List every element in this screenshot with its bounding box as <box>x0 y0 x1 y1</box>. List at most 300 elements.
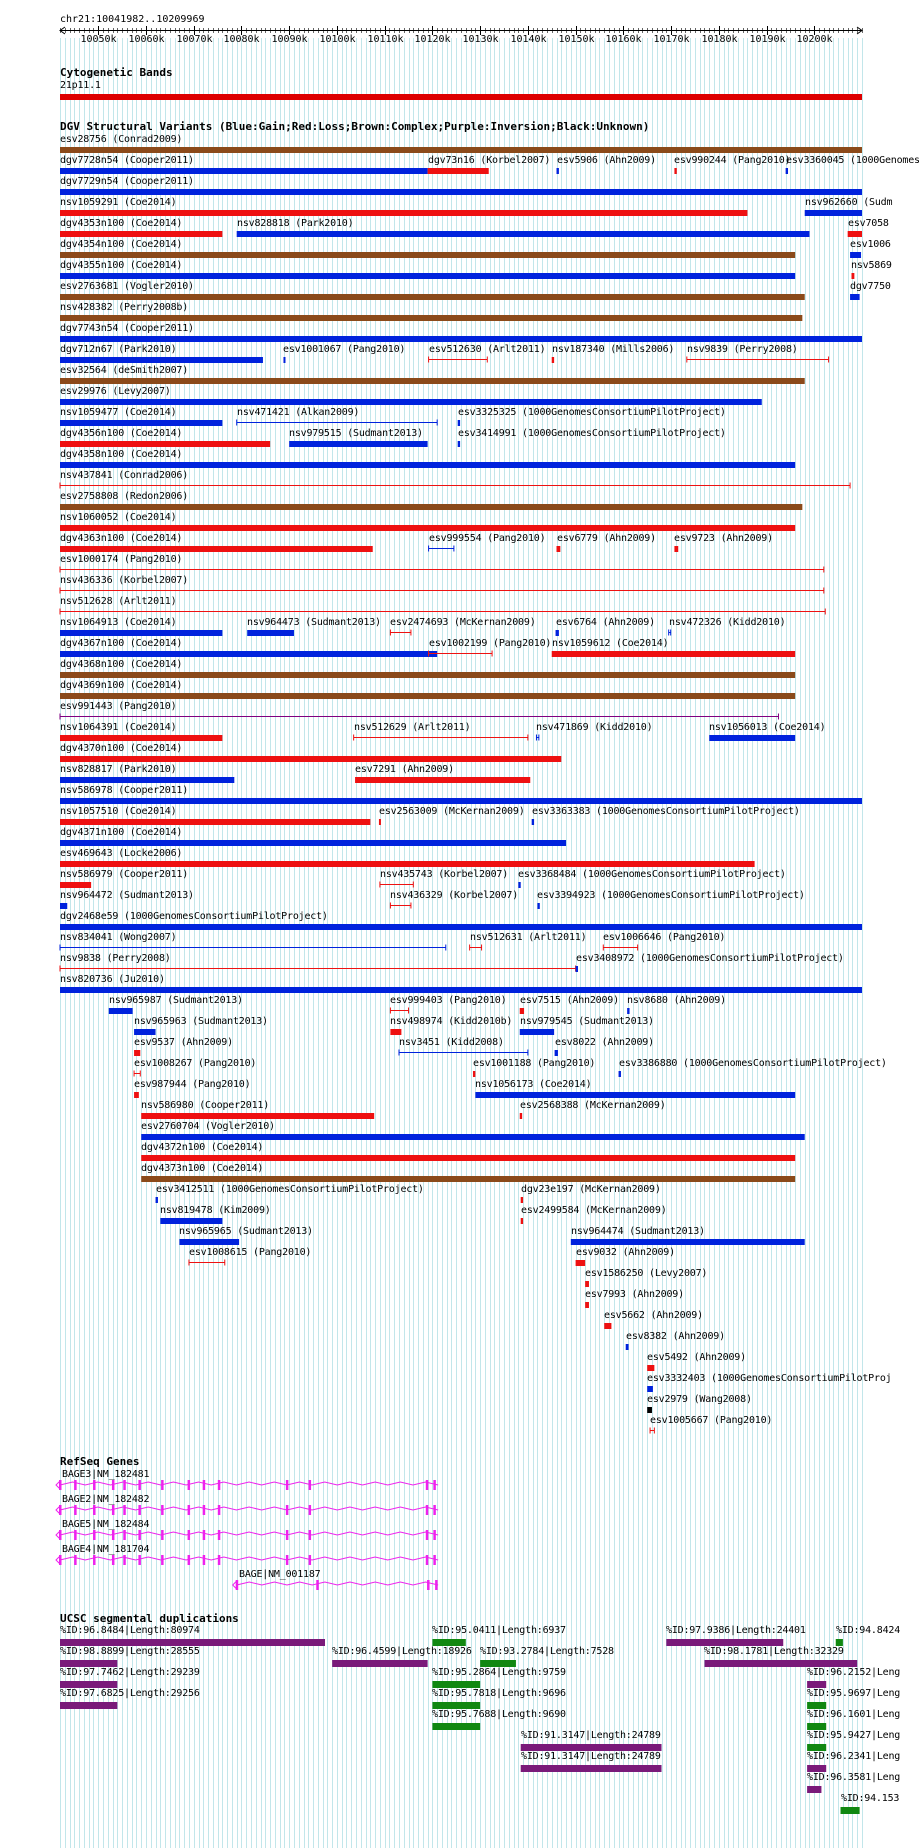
dgv-feature-label[interactable]: dgv7729n54 (Cooper2011) <box>60 176 194 187</box>
dgv-feature-label[interactable]: nsv5869 <box>851 260 892 271</box>
dgv-feature-bar <box>552 357 554 363</box>
dgv-feature-label[interactable]: dgv4356n100 (Coe2014) <box>60 428 183 439</box>
refseq-exon <box>138 1530 141 1540</box>
ruler-tick-label: 10190k <box>749 34 786 45</box>
dgv-feature-label[interactable]: esv3368484 (1000GenomesConsortiumPilotProject) <box>518 869 786 880</box>
refseq-exon <box>93 1555 96 1565</box>
dgv-feature-label[interactable]: esv7515 (Ahn2009) <box>520 995 619 1006</box>
dgv-feature-label[interactable]: nsv965987 (Sudmant2013) <box>109 995 243 1006</box>
dgv-feature-label[interactable]: nsv1059291 (Coe2014) <box>60 197 177 208</box>
coordinate-range: chr21:10041982..10209969 <box>60 14 205 25</box>
dgv-feature-bar <box>60 756 561 762</box>
segdup-feature-bar <box>521 1765 662 1772</box>
dgv-feature-label[interactable]: nsv187340 (Mills2006) <box>552 344 675 355</box>
dgv-feature-label[interactable]: esv3325325 (1000GenomesConsortiumPilotProject) <box>458 407 726 418</box>
dgv-feature-label[interactable]: dgv4368n100 (Coe2014) <box>60 659 183 670</box>
refseq-track-title[interactable]: RefSeq Genes <box>60 1455 140 1468</box>
refseq-exon <box>188 1555 191 1565</box>
segdup-feature-label[interactable]: %ID:95.0411|Length:6937 <box>432 1625 566 1636</box>
dgv-feature-label[interactable]: esv9537 (Ahn2009) <box>134 1037 233 1048</box>
dgv-feature-label[interactable]: dgv4363n100 (Coe2014) <box>60 533 183 544</box>
segdup-feature-label[interactable]: %ID:95.7688|Length:9690 <box>432 1709 566 1720</box>
refseq-gene-label[interactable]: BAGE4|NM_181704 <box>62 1544 150 1555</box>
dgv-feature-bar <box>60 294 805 300</box>
dgv-feature-bar <box>60 735 222 741</box>
dgv-feature-bar <box>537 903 539 909</box>
dgv-feature-bar <box>109 1008 133 1014</box>
dgv-feature-label[interactable]: nsv828818 (Park2010) <box>237 218 354 229</box>
dgv-feature-bar <box>160 1218 222 1224</box>
dgv-feature-label[interactable]: nsv471869 (Kidd2010) <box>536 722 653 733</box>
dgv-feature-label[interactable]: esv469643 (Locke2006) <box>60 848 183 859</box>
segdup-feature-label[interactable]: %ID:96.2341|Leng <box>807 1751 901 1762</box>
dgv-feature-bar <box>60 924 862 930</box>
segdup-feature-label[interactable]: %ID:95.2864|Length:9759 <box>432 1667 566 1678</box>
dgv-feature-label[interactable]: nsv435743 (Korbel2007) <box>380 869 509 880</box>
dgv-feature-bar <box>379 819 381 825</box>
dgv-feature-bar <box>60 315 802 321</box>
dgv-feature-label[interactable]: esv1006646 (Pang2010) <box>603 932 726 943</box>
dgv-feature-label[interactable]: esv9032 (Ahn2009) <box>576 1247 675 1258</box>
refseq-exon <box>426 1480 429 1490</box>
dgv-feature-label[interactable]: nsv512629 (Arlt2011) <box>354 722 471 733</box>
dgv-feature-label[interactable]: esv1006 <box>850 239 891 250</box>
refseq-gene-label[interactable]: BAGE5|NM_182484 <box>62 1519 150 1530</box>
refseq-gene-label[interactable]: BAGE3|NM_182481 <box>62 1469 150 1480</box>
dgv-feature-bar <box>283 357 285 363</box>
dgv-feature-label[interactable]: nsv471421 (Alkan2009) <box>237 407 360 418</box>
dgv-feature-label[interactable]: nsv437841 (Conrad2006) <box>60 470 189 481</box>
refseq-exon <box>112 1480 115 1490</box>
dgv-feature-label[interactable]: nsv979545 (Sudmant2013) <box>520 1016 654 1027</box>
dgv-feature-bar <box>585 1302 589 1308</box>
dgv-feature-label[interactable]: nsv9838 (Perry2008) <box>60 953 171 964</box>
segdup-feature-label[interactable]: %ID:98.1781|Length:32329 <box>704 1646 844 1657</box>
refseq-exon <box>433 1480 436 1490</box>
segdup-feature-label[interactable]: %ID:96.8484|Length:80974 <box>60 1625 200 1636</box>
segdup-feature-label[interactable]: %ID:94.153 <box>841 1793 900 1804</box>
dgv-feature-label[interactable]: nsv964473 (Sudmant2013) <box>247 617 381 628</box>
dgv-feature-label[interactable]: nsv1064913 (Coe2014) <box>60 617 177 628</box>
refseq-exon <box>123 1530 126 1540</box>
ruler-tick-label: 10080k <box>223 34 260 45</box>
refseq-exon <box>161 1480 164 1490</box>
dgv-feature-bar <box>60 231 222 237</box>
refseq-gene-label[interactable]: BAGE|NM_001187 <box>239 1569 321 1580</box>
dgv-feature-label[interactable]: nsv436329 (Korbel2007) <box>390 890 519 901</box>
segdup-feature-label[interactable]: %ID:97.6825|Length:29256 <box>60 1688 200 1699</box>
dgv-feature-label[interactable]: nsv586979 (Cooper2011) <box>60 869 189 880</box>
dgv-feature-label[interactable]: dgv4369n100 (Coe2014) <box>60 680 183 691</box>
dgv-feature-label[interactable]: esv999554 (Pang2010) <box>429 533 546 544</box>
dgv-feature-label[interactable]: esv2760704 (Vogler2010) <box>141 1121 275 1132</box>
dgv-feature-label[interactable]: dgv4373n100 (Coe2014) <box>141 1163 264 1174</box>
dgv-feature-label[interactable]: esv991443 (Pang2010) <box>60 701 177 712</box>
ruler-tick-label: 10180k <box>701 34 738 45</box>
dgv-feature-bar <box>555 1050 558 1056</box>
dgv-feature-label[interactable]: nsv498974 (Kidd2010b) <box>390 1016 513 1027</box>
dgv-feature-label[interactable]: esv2499584 (McKernan2009) <box>521 1205 667 1216</box>
dgv-feature-label[interactable]: nsv1057510 (Coe2014) <box>60 806 177 817</box>
refseq-exon <box>316 1580 319 1590</box>
dgv-feature-label[interactable]: esv3412511 (1000GenomesConsortiumPilotProject) <box>156 1184 424 1195</box>
dgv-feature-bar <box>156 1197 158 1203</box>
dgv-feature-label[interactable]: esv6779 (Ahn2009) <box>557 533 656 544</box>
refseq-exon <box>93 1530 96 1540</box>
segdup-feature-label[interactable]: %ID:94.8424 <box>836 1625 901 1636</box>
segdup-feature-bar <box>807 1723 826 1730</box>
refseq-intron <box>237 1582 438 1585</box>
segdup-feature-bar <box>807 1681 826 1688</box>
dgv-feature-label[interactable]: esv2758808 (Redon2006) <box>60 491 189 502</box>
dgv-feature-bar <box>141 1176 795 1182</box>
ruler-tick-label: 10150k <box>558 34 595 45</box>
ruler-tick-label: 10160k <box>605 34 642 45</box>
dgv-feature-bar <box>60 987 862 993</box>
refseq-exon <box>218 1480 221 1490</box>
segdup-feature-bar <box>807 1702 826 1709</box>
dgv-feature-label[interactable]: esv3394923 (1000GenomesConsortiumPilotProject) <box>537 890 805 901</box>
refseq-exon <box>138 1505 141 1515</box>
dgv-feature-bar <box>60 252 795 258</box>
refseq-exon <box>309 1480 312 1490</box>
dgv-feature-label[interactable]: esv28756 (Conrad2009) <box>60 134 183 145</box>
dgv-feature-bar <box>674 546 678 552</box>
dgv-feature-label[interactable]: nsv512631 (Arlt2011) <box>470 932 587 943</box>
dgv-feature-label[interactable]: esv3363383 (1000GenomesConsortiumPilotProject) <box>532 806 800 817</box>
dgv-feature-label[interactable]: dgv7750 <box>850 281 891 292</box>
refseq-exon <box>433 1505 436 1515</box>
refseq-exon <box>188 1505 191 1515</box>
dgv-feature-bar <box>557 168 559 174</box>
dgv-feature-label[interactable]: esv2563009 (McKernan2009) <box>379 806 525 817</box>
dgv-feature-label[interactable]: esv5492 (Ahn2009) <box>647 1352 746 1363</box>
dgv-feature-label[interactable]: esv5906 (Ahn2009) <box>557 155 656 166</box>
dgv-feature-label[interactable]: nsv834041 (Wong2007) <box>60 932 177 943</box>
ruler-tick-label: 10130k <box>462 34 499 45</box>
segdup-feature-label[interactable]: %ID:98.8899|Length:28555 <box>60 1646 200 1657</box>
segdup-feature-bar <box>841 1807 860 1814</box>
ruler-tick-label: 10170k <box>653 34 690 45</box>
dgv-feature-label[interactable]: dgv4355n100 (Coe2014) <box>60 260 183 271</box>
refseq-exon <box>161 1505 164 1515</box>
dgv-feature-label[interactable]: nsv3451 (Kidd2008) <box>399 1037 504 1048</box>
dgv-feature-label[interactable]: nsv1060052 (Coe2014) <box>60 512 177 523</box>
dgv-feature-bar <box>473 1071 475 1077</box>
dgv-feature-bar <box>60 777 234 783</box>
dgv-feature-bar <box>60 693 795 699</box>
segdup-feature-bar <box>432 1639 465 1646</box>
segdup-feature-bar <box>432 1723 480 1730</box>
segdup-feature-label[interactable]: %ID:93.2784|Length:7528 <box>480 1646 614 1657</box>
dgv-feature-bar <box>850 252 861 258</box>
dgv-feature-label[interactable]: esv2763681 (Vogler2010) <box>60 281 194 292</box>
dgv-feature-bar <box>141 1155 795 1161</box>
dgv-feature-label[interactable]: esv1000174 (Pang2010) <box>60 554 183 565</box>
segdup-feature-bar <box>807 1786 821 1793</box>
dgv-feature-bar <box>60 147 862 153</box>
dgv-feature-bar <box>237 231 810 237</box>
dgv-feature-bar <box>556 630 559 636</box>
dgv-feature-label[interactable]: esv1002199 (Pang2010) <box>429 638 552 649</box>
segdup-feature-label[interactable]: %ID:96.1601|Leng <box>807 1709 901 1720</box>
segdup-track-title[interactable]: UCSC segmental duplications <box>60 1612 239 1625</box>
dgv-feature-bar <box>805 210 862 216</box>
dgv-feature-bar <box>552 651 795 657</box>
dgv-feature-label[interactable]: nsv586980 (Cooper2011) <box>141 1100 270 1111</box>
dgv-feature-label[interactable]: esv987944 (Pang2010) <box>134 1079 251 1090</box>
segdup-feature-bar <box>807 1765 826 1772</box>
ruler-tick-label: 10110k <box>367 34 404 45</box>
dgv-feature-bar <box>60 399 762 405</box>
dgv-feature-label[interactable]: esv6764 (Ahn2009) <box>556 617 655 628</box>
segdup-feature-bar <box>480 1660 516 1667</box>
dgv-feature-label[interactable]: nsv979515 (Sudmant2013) <box>289 428 423 439</box>
dgv-feature-bar <box>647 1365 654 1371</box>
refseq-exon <box>112 1555 115 1565</box>
segdup-feature-label[interactable]: %ID:96.4599|Length:18926 <box>332 1646 472 1657</box>
segdup-feature-label[interactable]: %ID:97.7462|Length:29239 <box>60 1667 200 1678</box>
dgv-feature-bar <box>60 168 428 174</box>
segdup-feature-bar <box>521 1744 662 1751</box>
dgv-feature-bar <box>289 441 427 447</box>
dgv-feature-label[interactable]: esv32564 (deSmith2007) <box>60 365 189 376</box>
dgv-feature-label[interactable]: esv1008615 (Pang2010) <box>189 1247 312 1258</box>
dgv-feature-bar <box>60 798 862 804</box>
dgv-feature-bar <box>475 1092 795 1098</box>
segdup-feature-label[interactable]: %ID:96.3581|Leng <box>807 1772 901 1783</box>
dgv-feature-label[interactable]: nsv819478 (Kim2009) <box>160 1205 271 1216</box>
dgv-feature-label[interactable]: nsv964474 (Sudmant2013) <box>571 1226 705 1237</box>
dgv-feature-label[interactable]: nsv472326 (Kidd2010) <box>669 617 786 628</box>
dgv-feature-label[interactable]: nsv1059477 (Coe2014) <box>60 407 177 418</box>
dgv-feature-label[interactable]: esv3332403 (1000GenomesConsortiumPilotProj <box>647 1373 892 1384</box>
dgv-feature-label[interactable]: dgv73n16 (Korbel2007) <box>428 155 551 166</box>
dgv-feature-label[interactable]: nsv8680 (Ahn2009) <box>627 995 726 1006</box>
dgv-feature-bar <box>521 1218 523 1224</box>
segdup-feature-label[interactable]: %ID:95.9427|Leng <box>807 1730 901 1741</box>
refseq-exon <box>309 1530 312 1540</box>
segdup-feature-bar <box>60 1681 117 1688</box>
dgv-feature-bar <box>60 525 795 531</box>
dgv-feature-label[interactable]: esv999403 (Pang2010) <box>390 995 507 1006</box>
dgv-feature-bar <box>576 966 578 972</box>
segdup-feature-label[interactable]: %ID:96.2152|Leng <box>807 1667 901 1678</box>
dgv-feature-bar <box>604 1323 611 1329</box>
segdup-feature-bar <box>807 1744 826 1751</box>
dgv-feature-bar <box>179 1239 239 1245</box>
refseq-exon <box>286 1555 289 1565</box>
refseq-intron <box>60 1507 438 1510</box>
refseq-intron <box>60 1532 438 1535</box>
dgv-feature-label[interactable]: esv29976 (Levy2007) <box>60 386 171 397</box>
segdup-feature-bar <box>432 1702 480 1709</box>
dgv-feature-label[interactable]: esv3386880 (1000GenomesConsortiumPilotProject) <box>619 1058 887 1069</box>
dgv-feature-label[interactable]: nsv965965 (Sudmant2013) <box>179 1226 313 1237</box>
dgv-feature-label[interactable]: nsv964472 (Sudmant2013) <box>60 890 194 901</box>
dgv-feature-label[interactable]: dgv4353n100 (Coe2014) <box>60 218 183 229</box>
dgv-feature-label[interactable]: nsv965963 (Sudmant2013) <box>134 1016 268 1027</box>
dgv-feature-bar <box>60 462 795 468</box>
dgv-feature-bar <box>60 210 747 216</box>
dgv-feature-label[interactable]: nsv428382 (Perry2008b) <box>60 302 189 313</box>
dgv-feature-bar <box>60 546 373 552</box>
dgv-feature-label[interactable]: nsv9839 (Perry2008) <box>687 344 798 355</box>
refseq-gene-label[interactable]: BAGE2|NM_182482 <box>62 1494 150 1505</box>
dgv-feature-bar <box>647 1386 653 1392</box>
cytoband-label: 21p11.1 <box>60 80 101 91</box>
refseq-exon <box>74 1480 77 1490</box>
segdup-feature-label[interactable]: %ID:91.3147|Length:24789 <box>521 1730 661 1741</box>
dgv-feature-label[interactable]: esv1008267 (Pang2010) <box>134 1058 257 1069</box>
dgv-feature-bar <box>585 1281 589 1287</box>
dgv-feature-bar <box>428 168 489 174</box>
refseq-exon <box>203 1505 206 1515</box>
refseq-exon <box>203 1530 206 1540</box>
ruler-tick-label: 10090k <box>271 34 308 45</box>
dgv-feature-label[interactable]: esv990244 (Pang2010) <box>674 155 791 166</box>
dgv-feature-label[interactable]: esv2568388 (McKernan2009) <box>520 1100 666 1111</box>
dgv-feature-label[interactable]: esv1001188 (Pang2010) <box>473 1058 596 1069</box>
ruler-tick-label: 10070k <box>176 34 213 45</box>
dgv-feature-bar <box>141 1113 374 1119</box>
dgv-feature-label[interactable]: dgv4372n100 (Coe2014) <box>141 1142 264 1153</box>
dgv-feature-label[interactable]: esv3408972 (1000GenomesConsortiumPilotProject) <box>576 953 844 964</box>
dgv-feature-bar <box>60 903 67 909</box>
segdup-feature-bar <box>704 1660 857 1667</box>
cytoband-track-title[interactable]: Cytogenetic Bands <box>60 66 173 79</box>
dgv-feature-label[interactable]: nsv586978 (Cooper2011) <box>60 785 189 796</box>
dgv-feature-label[interactable]: dgv23e197 (McKernan2009) <box>521 1184 661 1195</box>
dgv-feature-bar <box>786 168 788 174</box>
dgv-feature-label[interactable]: dgv712n67 (Park2010) <box>60 344 177 355</box>
refseq-exon <box>286 1505 289 1515</box>
segdup-feature-bar <box>332 1660 427 1667</box>
dgv-feature-label[interactable]: esv2979 (Wang2008) <box>647 1394 752 1405</box>
dgv-track-title[interactable]: DGV Structural Variants (Blue:Gain;Red:Loss;Brown:Complex;Purple:Inversion;Black:Unknown) <box>60 120 650 133</box>
dgv-feature-bar <box>60 819 370 825</box>
dgv-feature-bar <box>60 840 566 846</box>
refseq-exon <box>138 1555 141 1565</box>
dgv-feature-label[interactable]: nsv1056173 (Coe2014) <box>475 1079 592 1090</box>
dgv-feature-bar <box>576 1260 586 1266</box>
refseq-exon <box>161 1530 164 1540</box>
dgv-feature-bar <box>647 1407 652 1413</box>
dgv-feature-bar <box>557 546 561 552</box>
dgv-feature-bar <box>134 1050 140 1056</box>
dgv-feature-label[interactable]: esv9723 (Ahn2009) <box>674 533 773 544</box>
refseq-exon <box>433 1530 436 1540</box>
segdup-feature-bar <box>666 1639 783 1646</box>
dgv-feature-label[interactable]: esv7058 <box>848 218 889 229</box>
refseq-exon <box>427 1580 430 1590</box>
dgv-feature-label[interactable]: esv1005667 (Pang2010) <box>650 1415 773 1426</box>
dgv-feature-label[interactable]: nsv436336 (Korbel2007) <box>60 575 189 586</box>
segdup-feature-bar <box>836 1639 843 1646</box>
segdup-feature-label[interactable]: %ID:95.9697|Leng <box>807 1688 901 1699</box>
refseq-exon <box>112 1505 115 1515</box>
refseq-exon <box>218 1555 221 1565</box>
dgv-feature-bar <box>134 1092 139 1098</box>
ruler-tick-label: 10100k <box>319 34 356 45</box>
segdup-feature-label[interactable]: %ID:97.9386|Length:24401 <box>666 1625 806 1636</box>
segdup-feature-label[interactable]: %ID:91.3147|Length:24789 <box>521 1751 661 1762</box>
dgv-feature-bar <box>709 735 795 741</box>
dgv-feature-bar <box>458 441 460 447</box>
dgv-feature-label[interactable]: dgv4367n100 (Coe2014) <box>60 638 183 649</box>
refseq-exon <box>203 1555 206 1565</box>
refseq-exon <box>74 1555 77 1565</box>
dgv-feature-label[interactable]: dgv4358n100 (Coe2014) <box>60 449 183 460</box>
dgv-feature-label[interactable]: esv5662 (Ahn2009) <box>604 1310 703 1321</box>
dgv-feature-label[interactable]: esv8022 (Ahn2009) <box>555 1037 654 1048</box>
dgv-feature-label[interactable]: esv3414991 (1000GenomesConsortiumPilotProject) <box>458 428 726 439</box>
dgv-feature-label[interactable]: esv8382 (Ahn2009) <box>626 1331 725 1342</box>
refseq-intron <box>60 1557 438 1560</box>
dgv-feature-bar <box>626 1344 629 1350</box>
dgv-feature-label[interactable]: dgv4354n100 (Coe2014) <box>60 239 183 250</box>
refseq-exon <box>203 1480 206 1490</box>
dgv-feature-label[interactable]: nsv828817 (Park2010) <box>60 764 177 775</box>
segdup-feature-label[interactable]: %ID:95.7818|Length:9696 <box>432 1688 566 1699</box>
dgv-feature-bar <box>60 273 795 279</box>
dgv-feature-bar <box>60 420 222 426</box>
dgv-feature-bar <box>851 273 854 279</box>
dgv-feature-bar <box>60 861 755 867</box>
refseq-exon <box>309 1555 312 1565</box>
dgv-feature-bar <box>458 420 460 426</box>
dgv-feature-bar <box>619 1071 621 1077</box>
dgv-feature-label[interactable]: nsv1064391 (Coe2014) <box>60 722 177 733</box>
refseq-exon <box>286 1480 289 1490</box>
dgv-feature-label[interactable]: dgv7728n54 (Cooper2011) <box>60 155 194 166</box>
dgv-feature-label[interactable]: esv2474693 (McKernan2009) <box>390 617 536 628</box>
dgv-feature-label[interactable]: esv1001067 (Pang2010) <box>283 344 406 355</box>
dgv-feature-bar <box>60 441 270 447</box>
dgv-feature-label[interactable]: nsv820736 (Ju2010) <box>60 974 165 985</box>
dgv-feature-label[interactable]: nsv962660 (Sudm <box>805 197 893 208</box>
dgv-feature-bar <box>518 882 520 888</box>
dgv-feature-bar <box>60 357 263 363</box>
dgv-feature-label[interactable]: dgv4370n100 (Coe2014) <box>60 743 183 754</box>
dgv-feature-bar <box>571 1239 805 1245</box>
dgv-feature-bar <box>141 1134 804 1140</box>
dgv-feature-label[interactable]: dgv7743n54 (Cooper2011) <box>60 323 194 334</box>
dgv-feature-label[interactable]: dgv4371n100 (Coe2014) <box>60 827 183 838</box>
dgv-feature-bar <box>520 1029 554 1035</box>
cytoband-bar <box>60 94 862 100</box>
dgv-feature-label[interactable]: nsv512628 (Arlt2011) <box>60 596 177 607</box>
dgv-feature-label[interactable]: nsv1059612 (Coe2014) <box>552 638 669 649</box>
dgv-feature-label[interactable]: esv7291 (Ahn2009) <box>355 764 454 775</box>
refseq-exon <box>218 1505 221 1515</box>
dgv-feature-label[interactable]: esv3360045 (1000Genomes <box>786 155 920 166</box>
dgv-feature-label[interactable]: esv512630 (Arlt2011) <box>429 344 546 355</box>
dgv-feature-bar <box>848 231 862 237</box>
dgv-feature-bar <box>60 882 91 888</box>
dgv-feature-label[interactable]: nsv1056013 (Coe2014) <box>709 722 826 733</box>
refseq-exon <box>286 1530 289 1540</box>
dgv-feature-label[interactable]: dgv2468e59 (1000GenomesConsortiumPilotProject) <box>60 911 328 922</box>
refseq-exon <box>218 1530 221 1540</box>
dgv-feature-label[interactable]: esv7993 (Ahn2009) <box>585 1289 684 1300</box>
dgv-feature-label[interactable]: esv1586250 (Levy2007) <box>585 1268 708 1279</box>
dgv-feature-bar <box>674 168 676 174</box>
segdup-feature-bar <box>60 1702 117 1709</box>
refseq-exon <box>123 1505 126 1515</box>
dgv-feature-bar <box>355 777 530 783</box>
dgv-feature-bar <box>60 672 795 678</box>
